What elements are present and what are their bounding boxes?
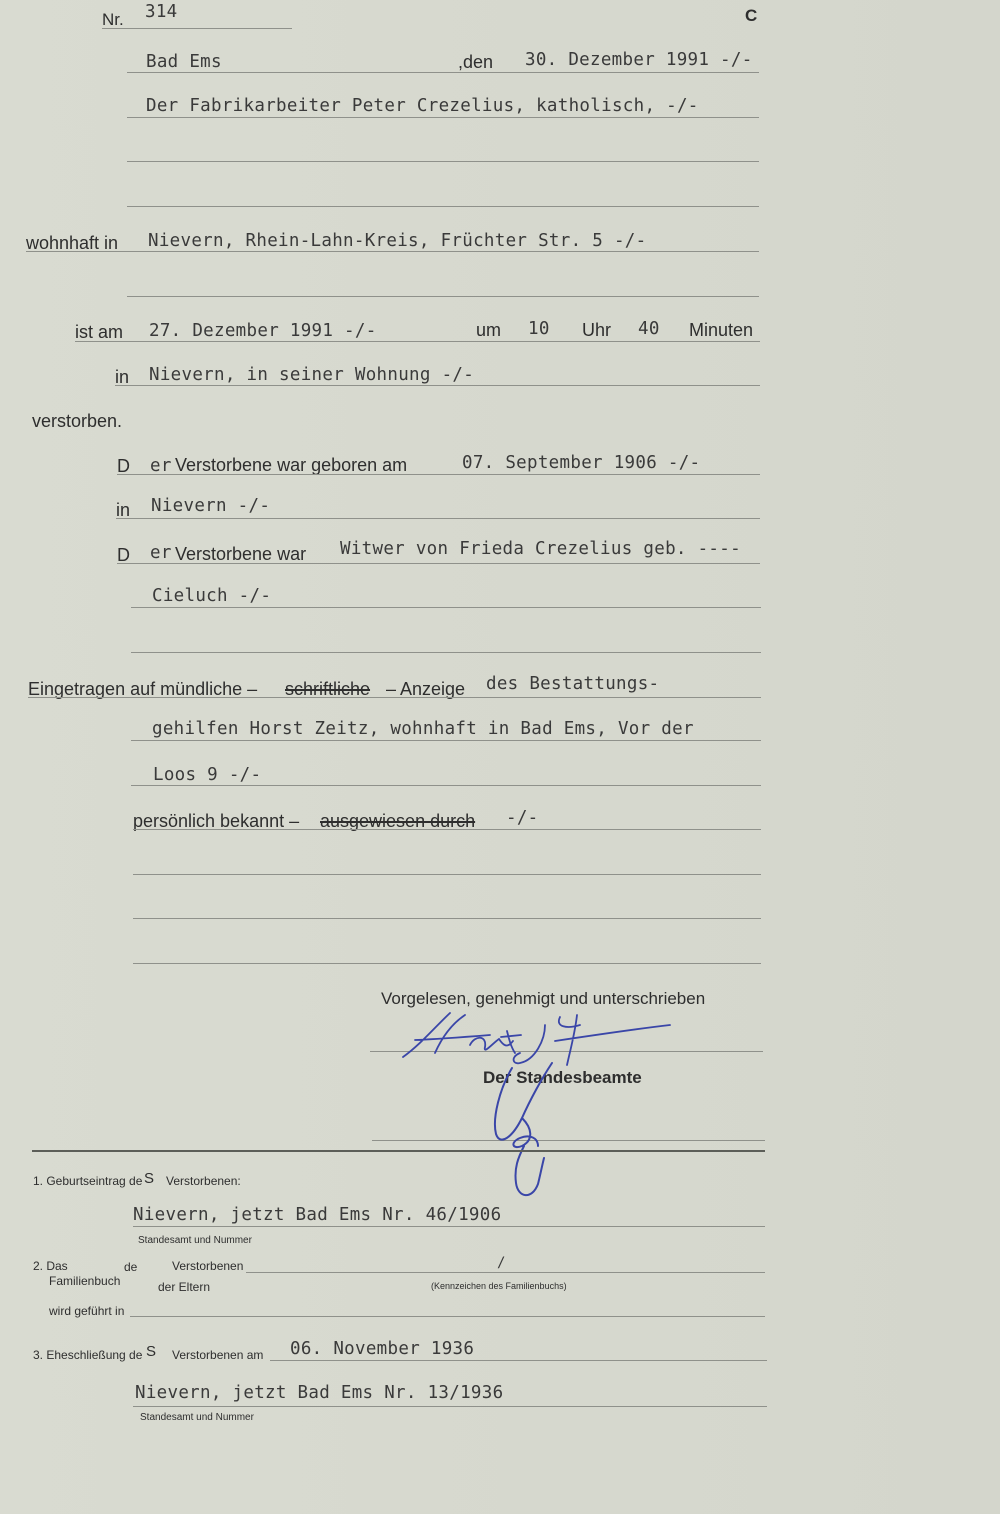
- item1-label: 1. Geburtseintrag de: [33, 1174, 143, 1188]
- date-value: 30. Dezember 1991 -/-: [525, 50, 753, 70]
- report-struck-text: schriftliche: [285, 679, 371, 699]
- item1-value: Nievern, jetzt Bad Ems Nr. 46/1906: [133, 1205, 502, 1225]
- line: [131, 785, 761, 786]
- line: [131, 607, 761, 608]
- status-d-label: D: [117, 545, 130, 565]
- den-label: ,den: [458, 52, 494, 72]
- status-line2: Cieluch -/-: [152, 586, 272, 606]
- registrar-signature-line: [372, 1140, 765, 1141]
- status-label: Verstorbene war: [175, 544, 307, 564]
- identity-label: persönlich bekannt –: [133, 811, 300, 831]
- report-line2: gehilfen Horst Zeitz, wohnhaft in Bad Ems, Vor der: [152, 719, 694, 739]
- item2-de: de: [124, 1260, 138, 1274]
- status-line1: Witwer von Frieda Crezelius geb. ----: [340, 539, 741, 559]
- item1-caption: Standesamt und Nummer: [138, 1235, 252, 1246]
- line: [133, 963, 761, 964]
- line: [117, 563, 760, 564]
- item2-slash: /: [497, 1255, 506, 1271]
- line: [127, 206, 759, 207]
- birth-er-suffix: er: [150, 456, 172, 476]
- report-label-prefix: Eingetragen auf mündliche –: [28, 679, 258, 699]
- death-place: Nievern, in seiner Wohnung -/-: [149, 365, 475, 385]
- report-line1: des Bestattungs-: [486, 674, 660, 694]
- nr-line: [102, 28, 292, 29]
- line: [131, 740, 761, 741]
- birth-d-label: D: [117, 456, 130, 476]
- line: [26, 251, 759, 252]
- death-date: 27. Dezember 1991 -/-: [149, 321, 377, 341]
- line: [133, 1406, 767, 1407]
- line: [270, 1360, 767, 1361]
- line: [116, 518, 760, 519]
- uhr-label: Uhr: [582, 320, 612, 340]
- residence-label: wohnhaft in: [26, 233, 119, 253]
- registrar-signature: [482, 1058, 562, 1206]
- item2-eltern: der Eltern: [158, 1280, 211, 1294]
- line: [133, 874, 761, 875]
- line: [127, 72, 759, 73]
- line: [127, 161, 759, 162]
- place-value: Bad Ems: [146, 52, 222, 72]
- birth-in-label: in: [116, 500, 131, 520]
- item2-gefuehrt: wird geführt in: [49, 1304, 125, 1318]
- corner-letter: C: [745, 6, 758, 25]
- death-in-label: in: [115, 367, 130, 387]
- item2-caption: (Kennzeichen des Familienbuchs): [431, 1281, 567, 1291]
- identity-suffix: -/-: [506, 808, 539, 828]
- line: [246, 1272, 765, 1273]
- item2-verstorbenen: Verstorbenen: [172, 1259, 244, 1273]
- item3-s: S: [146, 1343, 157, 1360]
- line: [115, 385, 760, 386]
- um-label: um: [476, 320, 502, 340]
- nr-value: 314: [145, 2, 178, 22]
- read-approved-text: Vorgelesen, genehmigt und unterschrieben: [381, 989, 706, 1008]
- item3-date: 06. November 1936: [290, 1339, 475, 1359]
- report-line3: Loos 9 -/-: [153, 765, 262, 785]
- line: [127, 117, 759, 118]
- verstorben-label: verstorben.: [32, 411, 123, 431]
- birth-date: 07. September 1906 -/-: [462, 453, 701, 473]
- item3-caption: Standesamt und Nummer: [140, 1412, 254, 1423]
- minuten-label: Minuten: [689, 320, 754, 340]
- item3-suffix: Verstorbenen am: [172, 1348, 264, 1362]
- birth-place: Nievern -/-: [151, 496, 271, 516]
- line: [133, 829, 761, 830]
- residence-value: Nievern, Rhein-Lahn-Kreis, Früchter Str. 5 -/-: [148, 231, 647, 251]
- death-minutes: 40: [638, 319, 660, 339]
- birth-label: Verstorbene war geboren am: [175, 455, 408, 475]
- line: [117, 474, 760, 475]
- identity-struck: ausgewiesen durch: [320, 811, 476, 831]
- line: [131, 652, 761, 653]
- nr-label: Nr.: [102, 10, 124, 29]
- line: [28, 697, 761, 698]
- ist-am-label: ist am: [75, 322, 124, 342]
- registrar-label: Der Standesbeamte: [483, 1068, 642, 1087]
- line: [130, 1316, 765, 1317]
- item2-label-b: Familienbuch: [49, 1274, 121, 1288]
- item1-suffix: Verstorbenen:: [166, 1174, 241, 1188]
- item1-s: S: [144, 1170, 155, 1187]
- person-line: Der Fabrikarbeiter Peter Crezelius, katholisch, -/-: [146, 96, 699, 116]
- line: [133, 918, 761, 919]
- report-label-suffix: – Anzeige: [386, 679, 466, 699]
- footer-divider: [32, 1150, 765, 1152]
- item2-label-a: 2. Das: [33, 1259, 68, 1273]
- death-hour: 10: [528, 319, 550, 339]
- line: [133, 1226, 765, 1227]
- status-er-suffix: er: [150, 543, 172, 563]
- item3-label: 3. Eheschließung de: [33, 1348, 143, 1362]
- item3-value: Nievern, jetzt Bad Ems Nr. 13/1936: [135, 1383, 504, 1403]
- line: [75, 341, 760, 342]
- line: [127, 296, 759, 297]
